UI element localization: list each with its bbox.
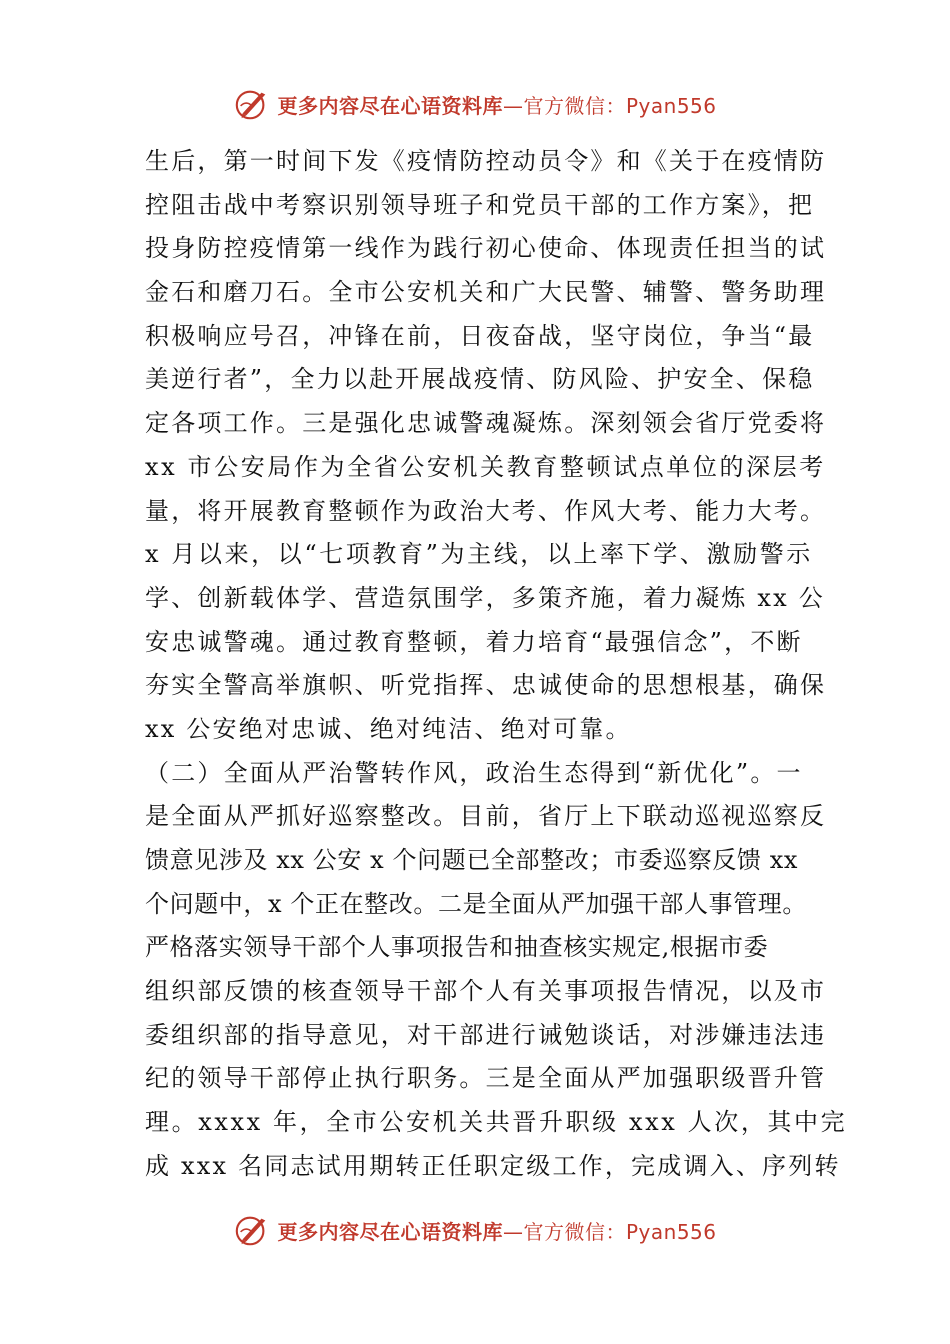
body-line: 组织部反馈的核查领导干部个人有关事项报告情况，以及市 (145, 977, 827, 1006)
body-line: 安忠诚警魂。通过教育整顿，着力培育“最强信念”，不断 (145, 627, 803, 656)
banner-dash: — (502, 93, 524, 118)
body-line: 控阻击战中考察识别领导班子和党员干部的工作方案》，把 (145, 190, 815, 219)
body-line: 纪的领导干部停止执行职务。三是全面从严加强职级晋升管 (145, 1064, 827, 1093)
body-line: 委组织部的指导意见，对干部进行诫勉谈话，对涉嫌违法违 (145, 1020, 827, 1049)
body-line: 学、创新载体学、营造氛围学，多策齐施，着力凝炼 xx 公 (145, 583, 825, 612)
banner-wechat-label: 官方微信： (523, 93, 626, 118)
banner-wechat-id: Pyan556 (625, 1219, 717, 1244)
body-line: 成 xxx 名同志试用期转正任职定级工作，完成调入、序列转 (145, 1151, 841, 1180)
header-banner (0, 82, 950, 126)
banner-wechat-id: Pyan556 (625, 93, 717, 118)
footer-banner (0, 1208, 950, 1252)
banner-wechat-label: 官方微信： (523, 1219, 626, 1244)
banner-main-text: 更多内容尽在心语资料库 (277, 93, 503, 118)
body-line: 理。xxxx 年，全市公安机关共晋升职级 xxx 人次，其中完 (145, 1108, 848, 1137)
body-line: 个问题中，x 个正在整改。二是全面从严加强干部人事管理。 (145, 889, 807, 918)
fountain-pen-circle-logo-icon (233, 85, 271, 123)
body-line: 是全面从严抓好巡察整改。目前，省厅上下联动巡视巡察反 (145, 802, 827, 831)
body-line: 金石和磨刀石。全市公安机关和广大民警、辅警、警务助理 (145, 278, 827, 307)
body-line: 生后，第一时间下发《疫情防控动员令》和《关于在疫情防 (145, 147, 827, 175)
banner-main-text: 更多内容尽在心语资料库 (277, 1219, 503, 1244)
body-line: （二）全面从严治警转作风，政治生态得到“新优化”。一 (145, 758, 803, 787)
body-line: 严格落实领导干部个人事项报告和抽查核实规定,根据市委 (145, 933, 769, 962)
banner-dash: — (502, 1219, 524, 1244)
body-line: xx 市公安局作为全省公安机关教育整顿试点单位的深层考 (145, 452, 826, 481)
banner-text (277, 1216, 716, 1245)
document-body (145, 140, 848, 1189)
body-line: 投身防控疫情第一线作为践行初心使命、体现责任担当的试 (145, 234, 827, 263)
body-line: 量，将开展教育整顿作为政治大考、作风大考、能力大考。 (145, 496, 827, 525)
body-line: 馈意见涉及 xx 公安 x 个问题已全部整改；市委巡察反馈 xx (145, 846, 799, 874)
body-line: 积极响应号召，冲锋在前，日夜奋战，坚守岗位，争当“最 (145, 321, 815, 350)
fountain-pen-circle-logo-icon (233, 1211, 271, 1249)
body-line: 定各项工作。三是强化忠诚警魂凝炼。深刻领会省厅党委将 (145, 409, 827, 438)
body-line: 夯实全警高举旗帜、听党指挥、忠诚使命的思想根基，确保 (145, 671, 827, 700)
banner-text (277, 90, 716, 119)
body-line: 美逆行者”，全力以赴开展战疫情、防风险、护安全、保稳 (145, 365, 815, 394)
body-line: x 月以来，以“七项教育”为主线，以上率下学、激励警示 (145, 540, 813, 569)
body-line: xx 公安绝对忠诚、绝对纯洁、绝对可靠。 (145, 714, 632, 743)
